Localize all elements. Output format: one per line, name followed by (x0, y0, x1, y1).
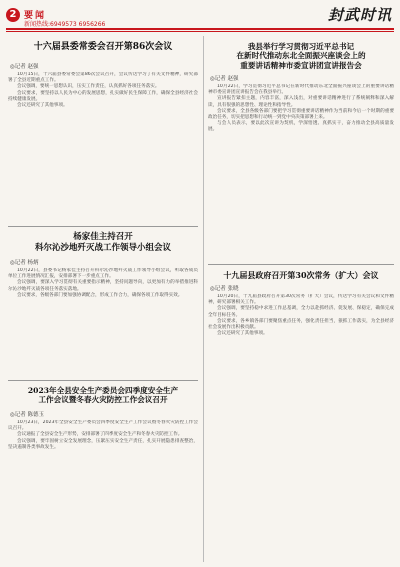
header-rule-thin (6, 31, 394, 32)
article-paragraph: 会议强调，要牢固树立安全发展理念，压紧压实安全生产责任，扎实开展隐患排查整治，坚决遏制各类事故发生。 (8, 438, 198, 450)
article-title: 2023年全县安全生产委员会四季度安全生产 工作会议暨冬春火灾防控工作会议召开 (27, 386, 179, 405)
page-header (0, 0, 400, 28)
article-divider (208, 264, 394, 265)
article-paragraph: 会议通报了全县安全生产形势，安排部署了四季度安全生产和冬春火灾防控工作。 (17, 432, 183, 438)
article-paragraph: 10月23日，2023年全县安全生产委员会四季度安全生产工作会议暨冬春火灾防控工作会议召开。 (8, 420, 198, 432)
article-paragraph: 宣讲报告紧扣主题，内容丰富，深入浅出，对重要讲话精神进行了系统阐释和深入解读，具有很强的思想性、理论性和指导性。 (208, 96, 394, 108)
article-divider (8, 226, 198, 227)
article-paragraph: 10月20日，十九届县政府召开第30次常务（扩大）会议，传达学习有关会议和文件精神，研究部署相关工作。 (208, 294, 394, 306)
article-paragraph: 10月22日，县委书记杨家佳主持召开科尔沁沙地歼灭战工作领导小组会议，听取各成员单位工作进展情况汇报，安排部署下一步重点工作。 (8, 268, 198, 280)
article-paragraph: 会议要求，各级各部门要加强协调配合，形成工作合力，确保各项工作取得实效。 (17, 292, 183, 298)
article-body (8, 72, 198, 222)
header-rule (6, 28, 394, 30)
hotline: 新闻热线:6949573 6956266 (24, 21, 106, 28)
article-paragraph: 与会人员表示，要以此次宣讲为契机，学深悟透、真抓实干，奋力推动全县高质量发展。 (208, 121, 394, 133)
article-author: ◎记者 杨炳 (10, 260, 39, 266)
article-paragraph: 会议强调，要深入学习贯彻有关重要指示精神，坚持问题导向，以更加有力的举措推进科尔沁沙地歼灭战各项任务落实落地。 (8, 280, 198, 292)
article-body (208, 294, 394, 562)
article-paragraph: 会议要求，要坚持以人民为中心的发展思想，扎实做好民生保障工作，确保全县经济社会持续健康发展。 (8, 90, 198, 102)
article-paragraph: 会议要求，各乡镇各部门要聚焦重点任务，强化责任担当，狠抓工作落实，为全县经济社会发展作出积极贡献。 (208, 318, 394, 331)
article-paragraph: 10月15日，十六届县委常委会第86次会议召开，会议传达学习了有关文件精神，研究部署了全县近期重点工作。 (8, 72, 198, 84)
article-paragraph: 会议还研究了其他事项。 (17, 103, 68, 109)
page-number: 2 (6, 8, 20, 22)
article-title: 杨家佳主持召开 科尔沁沙地歼灭战工作领导小组会议 (34, 232, 171, 253)
article-paragraph: 10月22日，学习贯彻习近平总书记在新时代推动东北全面振兴座谈会上的重要讲话精神市委宣讲团宣讲报告会在我县举行。 (208, 84, 394, 96)
article-body (208, 84, 394, 260)
column-divider (203, 36, 204, 562)
article-author: ◎记者 赵强 (210, 76, 239, 82)
article-paragraph: 会议要求，全县各级各部门要把学习贯彻重要讲话精神作为当前和今后一个时期的重要政治任务，切实把思想和行动统一到党中央决策部署上来。 (208, 108, 394, 121)
article-title: 我县举行学习贯彻习近平总书记 在新时代推动东北全面振兴座谈会上的 重要讲话精神市委宣讲团宣讲报告会 (236, 42, 366, 70)
article-author: ◎记者 赵强 (10, 64, 39, 70)
article-body (8, 420, 198, 562)
masthead: 封武时讯 (327, 6, 392, 24)
article-paragraph: 会议强调，要坚持稳中求进工作总基调，全力以赴抓经济、促发展、保稳定，确保完成全年目标任务。 (208, 306, 394, 318)
article-body (8, 268, 198, 376)
article-paragraph: 会议强调，要统一思想认识，压实工作责任，认真抓好各项任务落实。 (17, 84, 160, 90)
article-divider (8, 380, 198, 381)
section-title: 要闻 (24, 11, 47, 21)
article-paragraph: 会议还研究了其他事项。 (217, 331, 268, 337)
article-title: 十六届县委常委会召开第86次会议 (33, 42, 173, 52)
article-author: ◎记者 陈德玉 (10, 412, 45, 418)
article-author: ◎记者 张晓 (210, 286, 239, 292)
article-title: 十九届县政府召开第30次常务（扩大）会议 (223, 270, 379, 280)
